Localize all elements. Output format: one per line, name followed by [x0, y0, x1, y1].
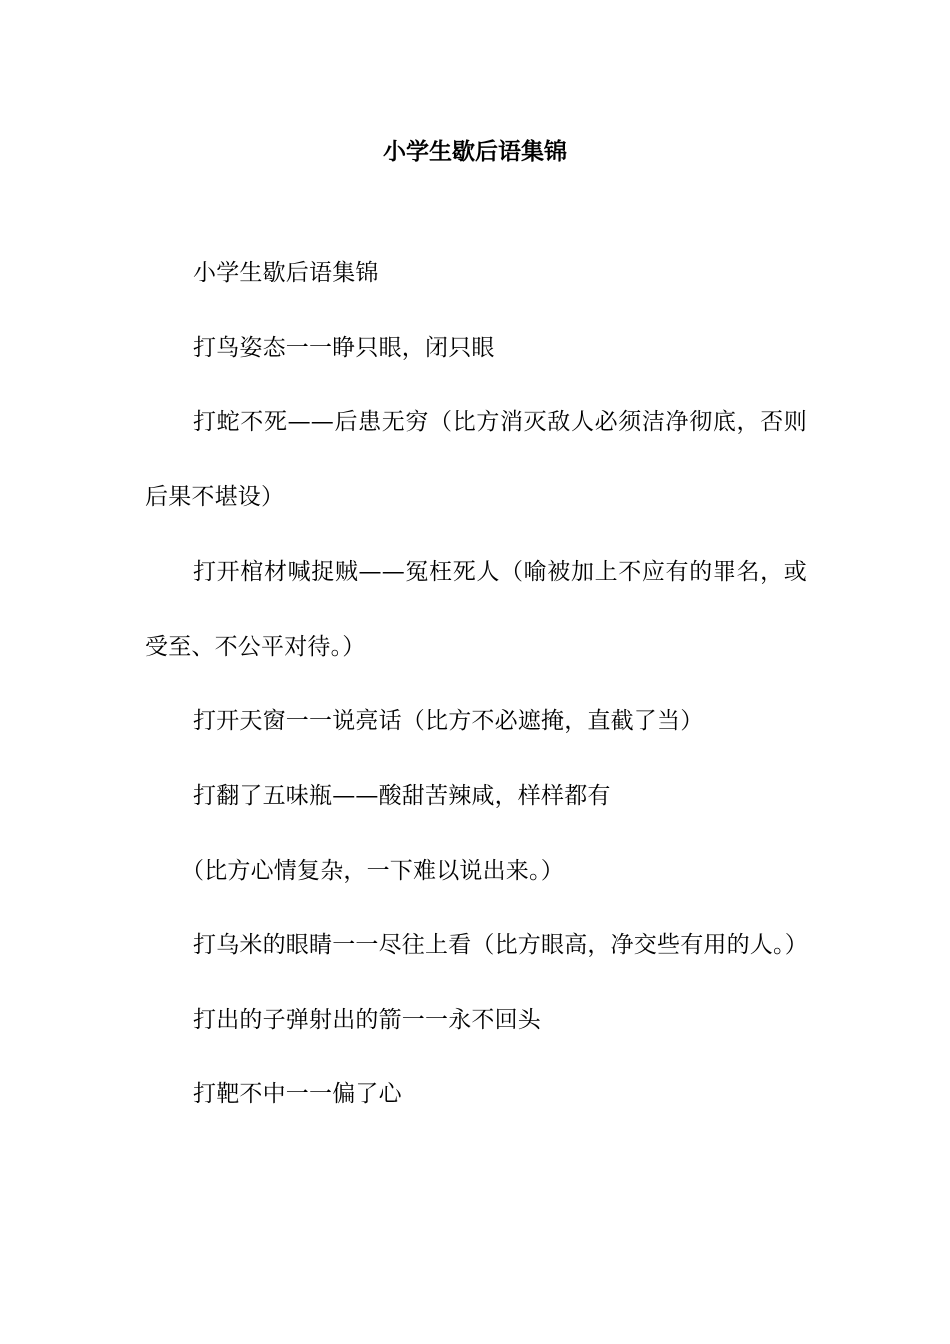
- paragraph: 打翻了五味瓶——酸甜苦辣咸，样样都有: [193, 782, 611, 809]
- document-title: 小学生歇后语集锦: [383, 138, 567, 165]
- paragraph: 打出的子弹射出的箭一一永不回头: [193, 1006, 541, 1033]
- paragraph: 打开天窗一一说亮话（比方不必遮掩，直截了当）: [193, 708, 704, 735]
- document-body: [145, 255, 807, 1151]
- paragraph: 打乌米的眼睛一一尽往上看（比方眼高，净交些有用的人。）: [193, 932, 808, 959]
- paragraph: 打蛇不死——后患无穷（比方消灭敌人必须洁净彻底，否则后果不堪设）: [145, 409, 807, 511]
- paragraph: 打鸟姿态一一睁只眼，闭只眼: [193, 334, 495, 361]
- paragraph: （比方心情复杂，一下难以说出来。）: [181, 857, 564, 884]
- paragraph: 打开棺材喊捉贼——冤枉死人（喻被加上不应有的罪名，或受至、不公平对待。）: [145, 558, 807, 660]
- paragraph: 小学生歇后语集锦: [193, 260, 379, 286]
- paragraph: 打靶不中一一偏了心: [193, 1081, 402, 1108]
